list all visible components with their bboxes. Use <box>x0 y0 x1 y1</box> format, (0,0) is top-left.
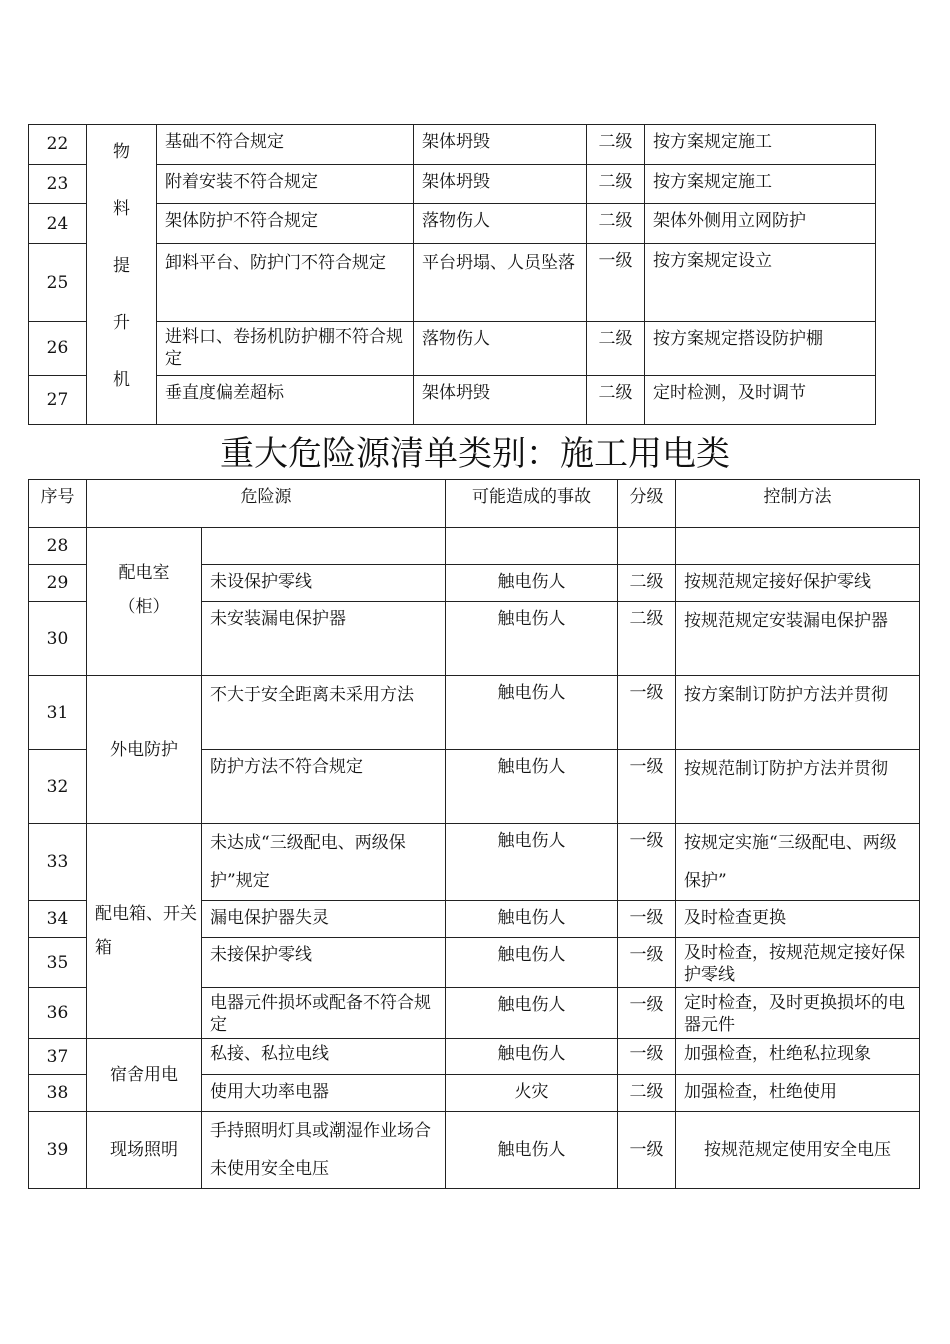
category-cell: 现场照明 <box>87 1112 202 1189</box>
hazard-cell: 未接保护零线 <box>202 938 446 988</box>
accident-cell: 触电伤人 <box>446 565 618 602</box>
accident-cell: 架体坍毁 <box>414 164 587 204</box>
hazard-cell: 附着安装不符合规定 <box>157 164 414 204</box>
control-cell: 按方案规定设立 <box>645 243 876 321</box>
hazard-cell: 进料口、卷扬机防护棚不符合规定 <box>157 322 414 376</box>
category-char: 料 <box>113 199 130 219</box>
accident-cell: 火灾 <box>446 1075 618 1112</box>
table-row <box>29 1112 920 1189</box>
table-row <box>29 375 876 424</box>
row-number: 22 <box>29 125 87 165</box>
row-number: 28 <box>29 528 87 565</box>
table-header-row <box>29 480 920 528</box>
electrical-hazard-table <box>28 479 920 1189</box>
table-row <box>29 125 876 165</box>
control-cell: 按规范规定安装漏电保护器 <box>676 602 920 676</box>
hazard-cell: 卸料平台、防护门不符合规定 <box>157 243 414 321</box>
control-cell: 按规范规定接好保护零线 <box>676 565 920 602</box>
accident-cell: 触电伤人 <box>446 1039 618 1075</box>
hazard-cell: 私接、私拉电线 <box>202 1039 446 1075</box>
accident-cell: 触电伤人 <box>446 602 618 676</box>
category-char: 物 <box>113 142 130 162</box>
level-cell: 二级 <box>618 1075 676 1112</box>
level-cell: 二级 <box>618 565 676 602</box>
accident-cell: 落物伤人 <box>414 322 587 376</box>
control-cell: 加强检查，杜绝使用 <box>676 1075 920 1112</box>
hazard-cell: 漏电保护器失灵 <box>202 901 446 938</box>
hazard-cell: 电器元件损坏或配备不符合规定 <box>202 988 446 1039</box>
control-cell: 定时检查，及时更换损坏的电器元件 <box>676 988 920 1039</box>
level-cell: 二级 <box>587 204 645 244</box>
table-row <box>29 824 920 901</box>
accident-cell: 触电伤人 <box>446 938 618 988</box>
category-cell: 外电防护 <box>87 676 202 824</box>
hazard-cell: 使用大功率电器 <box>202 1075 446 1112</box>
level-cell: 一级 <box>618 1039 676 1075</box>
control-cell: 按规定实施“三级配电、两级保护” <box>676 824 920 901</box>
row-number: 24 <box>29 204 87 244</box>
hazard-cell: 架体防护不符合规定 <box>157 204 414 244</box>
header-level: 分级 <box>618 480 676 528</box>
row-number: 33 <box>29 824 87 901</box>
category-cell <box>87 125 157 425</box>
row-number: 37 <box>29 1039 87 1075</box>
row-number: 30 <box>29 602 87 676</box>
level-cell: 一级 <box>618 750 676 824</box>
hazard-cell: 垂直度偏差超标 <box>157 375 414 424</box>
table-row <box>29 1039 920 1075</box>
control-cell: 定时检测，及时调节 <box>645 375 876 424</box>
header-control: 控制方法 <box>676 480 920 528</box>
control-cell: 按规范制订防护方法并贯彻 <box>676 750 920 824</box>
hazard-cell: 未设保护零线 <box>202 565 446 602</box>
hoist-hazard-table <box>28 124 876 425</box>
accident-cell <box>446 528 618 565</box>
control-cell <box>676 528 920 565</box>
row-number: 23 <box>29 164 87 204</box>
row-number: 36 <box>29 988 87 1039</box>
row-number: 25 <box>29 243 87 321</box>
control-cell: 按规范规定使用安全电压 <box>676 1112 920 1189</box>
table-row <box>29 528 920 565</box>
accident-cell: 触电伤人 <box>446 750 618 824</box>
accident-cell: 触电伤人 <box>446 824 618 901</box>
control-cell: 按方案规定施工 <box>645 125 876 165</box>
control-cell: 架体外侧用立网防护 <box>645 204 876 244</box>
section-title: 重大危险源清单类别：施工用电类 <box>220 434 730 474</box>
table-row <box>29 243 876 321</box>
row-number: 27 <box>29 375 87 424</box>
row-number: 29 <box>29 565 87 602</box>
row-number: 39 <box>29 1112 87 1189</box>
row-number: 32 <box>29 750 87 824</box>
category-char: 机 <box>113 370 130 390</box>
category-char: 升 <box>113 313 130 333</box>
accident-cell: 触电伤人 <box>446 1112 618 1189</box>
level-cell: 一级 <box>618 901 676 938</box>
level-cell: 一级 <box>618 988 676 1039</box>
hazard-cell: 手持照明灯具或潮湿作业场合未使用安全电压 <box>202 1112 446 1189</box>
accident-cell: 架体坍毁 <box>414 125 587 165</box>
hazard-cell <box>202 528 446 565</box>
header-hazard: 危险源 <box>87 480 446 528</box>
level-cell: 二级 <box>587 125 645 165</box>
level-cell: 一级 <box>618 676 676 750</box>
hazard-cell: 防护方法不符合规定 <box>202 750 446 824</box>
accident-cell: 触电伤人 <box>446 901 618 938</box>
control-cell: 按方案规定施工 <box>645 164 876 204</box>
header-no: 序号 <box>29 480 87 528</box>
category-cell: 配电室（柜） <box>87 528 202 676</box>
category-char: 提 <box>113 256 130 276</box>
header-accident: 可能造成的事故 <box>446 480 618 528</box>
level-cell: 一级 <box>587 243 645 321</box>
hazard-cell: 基础不符合规定 <box>157 125 414 165</box>
accident-cell: 架体坍毁 <box>414 375 587 424</box>
level-cell: 一级 <box>618 824 676 901</box>
hazard-cell: 未安装漏电保护器 <box>202 602 446 676</box>
accident-cell: 触电伤人 <box>446 676 618 750</box>
row-number: 34 <box>29 901 87 938</box>
table-row <box>29 204 876 244</box>
control-cell: 及时检查，按规范规定接好保护零线 <box>676 938 920 988</box>
row-number: 26 <box>29 322 87 376</box>
row-number: 38 <box>29 1075 87 1112</box>
hazard-cell: 不大于安全距离未采用方法 <box>202 676 446 750</box>
control-cell: 按方案规定搭设防护棚 <box>645 322 876 376</box>
category-cell: 宿舍用电 <box>87 1039 202 1112</box>
control-cell: 按方案制订防护方法并贯彻 <box>676 676 920 750</box>
accident-cell: 平台坍塌、人员坠落 <box>414 243 587 321</box>
table-row <box>29 322 876 376</box>
accident-cell: 落物伤人 <box>414 204 587 244</box>
row-number: 35 <box>29 938 87 988</box>
accident-cell: 触电伤人 <box>446 988 618 1039</box>
level-cell <box>618 528 676 565</box>
row-number: 31 <box>29 676 87 750</box>
table-row <box>29 164 876 204</box>
table-row <box>29 676 920 750</box>
level-cell: 一级 <box>618 1112 676 1189</box>
level-cell: 一级 <box>618 938 676 988</box>
level-cell: 二级 <box>618 602 676 676</box>
level-cell: 二级 <box>587 164 645 204</box>
level-cell: 二级 <box>587 322 645 376</box>
control-cell: 加强检查，杜绝私拉现象 <box>676 1039 920 1075</box>
hazard-cell: 未达成“三级配电、两级保护”规定 <box>202 824 446 901</box>
level-cell: 二级 <box>587 375 645 424</box>
control-cell: 及时检查更换 <box>676 901 920 938</box>
category-cell: 配电箱、开关箱 <box>87 824 202 1039</box>
